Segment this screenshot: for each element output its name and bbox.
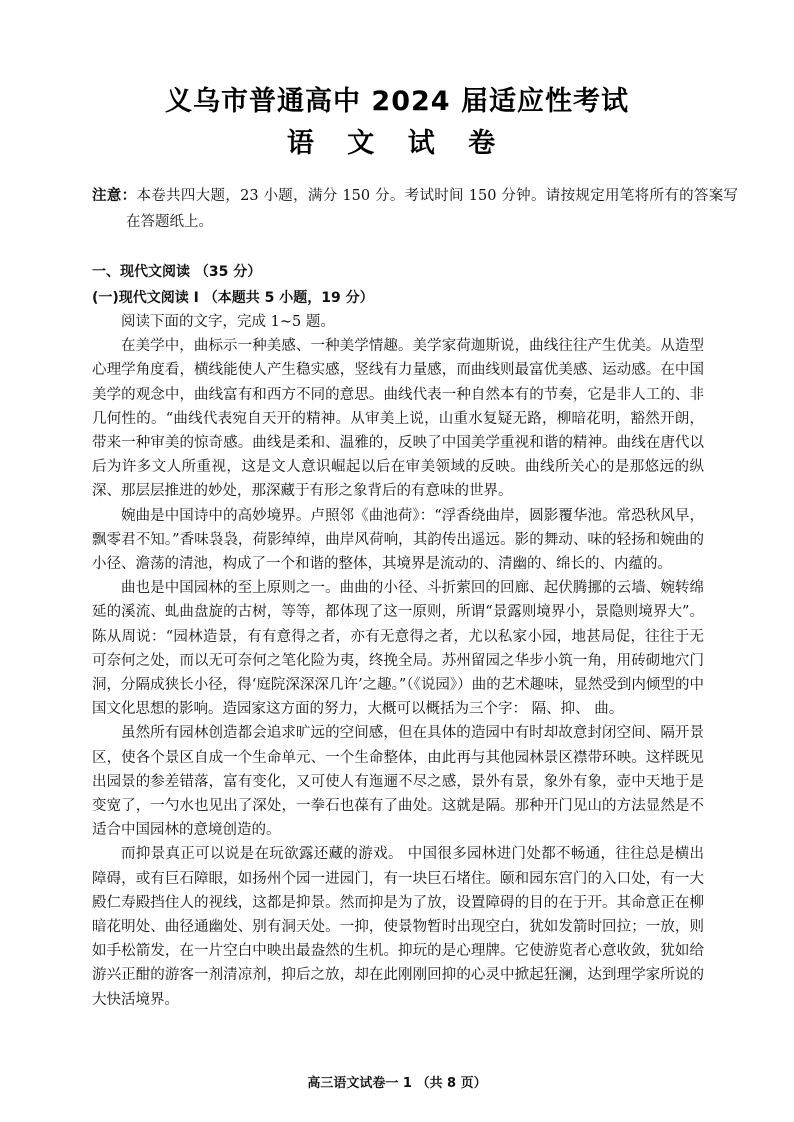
passage-paragraph: 而抑景真正可以说是在玩欲露还藏的游戏。 中国很多园林进门处都不畅通，往往总是横出障碍，或有巨石障眼，如扬州个园一进园门，有一块巨石堵住。颐和园东宫门的入口处，有一大殿仁寿殿挡住人的视线，这都是抑景。然而抑是为了放，设置障碍的目的在于开。其命意正在柳暗花明处、曲径通幽处、别有洞天处。一抑，使景物暂时出现空白，犹如发箭时回拉；一放，则如手松箭发，在一片空白中映出最盎然的生机。抑玩的是心理牌。它使游览者心意收敛，犹如给游兴正酣的游客一剂清凉剂，抑后之放，却在此刚刚回抑的心灵中掀起狂澜，达到理学家所说的大快活境界。 [92,846,704,1008]
reading-passage [92,310,704,1012]
passage-paragraph: 在美学中，曲标示一种美感、一种美学情趣。美学家荷迦斯说，曲线往往产生优美。从造型心理学角度看，横线能使人产生稳实感，竖线有力量感，而曲线则最富优美感、运动感。在中国美学的观念中，曲线富有和西方不同的意思。曲线代表一种自然本有的节奏，它是非人工的、非几何性的。“曲线代表宛自天开的精神。从审美上说，山重水复疑无路，柳暗花明，豁然开朗，带来一种审美的惊奇感。曲线是柔和、温雅的，反映了中国美学重视和谐的精神。曲线在唐代以后为许多文人所重视，这是文人意识崛起以后在审美领域的反映。曲线所关心的是那悠远的纵深、那层层推进的妙处，那深藏于有形之象背后的有意味的世界。 [92,338,704,500]
exam-subtitle: 语 文 试 卷 [286,128,508,159]
passage-paragraph: 婉曲是中国诗中的高妙境界。卢照邻《曲池荷》：“浮香绕曲岸，圆影覆华池。常恐秋风早，飘零君不知。”香味袅袅，荷影绰绰，曲岸风荷响，其韵传出遥远。影的舞动、味的轻扬和婉曲的小径、澹荡的清池，构成了一个和谐的整体，其境界是流动的、清幽的、绵长的、内蕴的。 [92,507,704,573]
passage-instruction: 阅读下面的文字，完成 1~5 题。 [121,314,335,330]
notice-label: 注意： [92,188,137,204]
passage-paragraph: 虽然所有园林创造都会追求旷远的空间感，但在具体的造园中有时却故意封闭空间、隔开景区，使各个景区自成一个生命单元、一个生命整体，由此再与其他园林景区襟带环映。这样既见出园景的参差错落，富有变化，又可使人有迤逦不尽之感，景外有景，象外有象，壶中天地于是变宽了，一勺水也见出了深处，一拳石也葆有了曲处。这就是隔。那种开门见山的方法显然是不适合中国园林的意境创造的。 [92,725,704,839]
passage-paragraph: 曲也是中国园林的至上原则之一。曲曲的小径、斗折萦回的回廊、起伏腾挪的云墙、婉转绵延的溪流、虬曲盘旋的古树，等等，都体现了这一原则，所谓“景露则境界小，景隐则境界大”。陈从周说：“园林造景，有有意得之者，亦有无意得之者，尤以私家小园，地甚局促，往往于无可奈何之处，而以无可奈何之笔化险为夷，终挽全局。苏州留园之华步小筑一角，用砖砌地穴门洞，分隔成狭长小径，得‘庭院深深深几许’之趣。”（《说园》）曲的艺术趣味，显然受到内倾型的中国文化思想的影响。造园家这方面的努力，大概可以概括为三个字： 隔、抑、 曲。 [92,580,704,718]
section-subheading: (一)现代文阅读 I （本题共 5 小题，19 分） [92,290,374,306]
exam-notice [92,183,738,235]
exam-title: 义乌市普通高中 2024 届适应性考试 [165,86,629,117]
notice-text: 本卷共四大题，23 小题，满分 150 分。考试时间 150 分钟。请按规定用笔将所有的答案写在答题纸上。 [126,188,738,230]
section-heading: 一、现代文阅读 （35 分） [92,264,262,280]
page-footer: 高三语文试卷一 1 （共 8 页） [307,1076,487,1091]
